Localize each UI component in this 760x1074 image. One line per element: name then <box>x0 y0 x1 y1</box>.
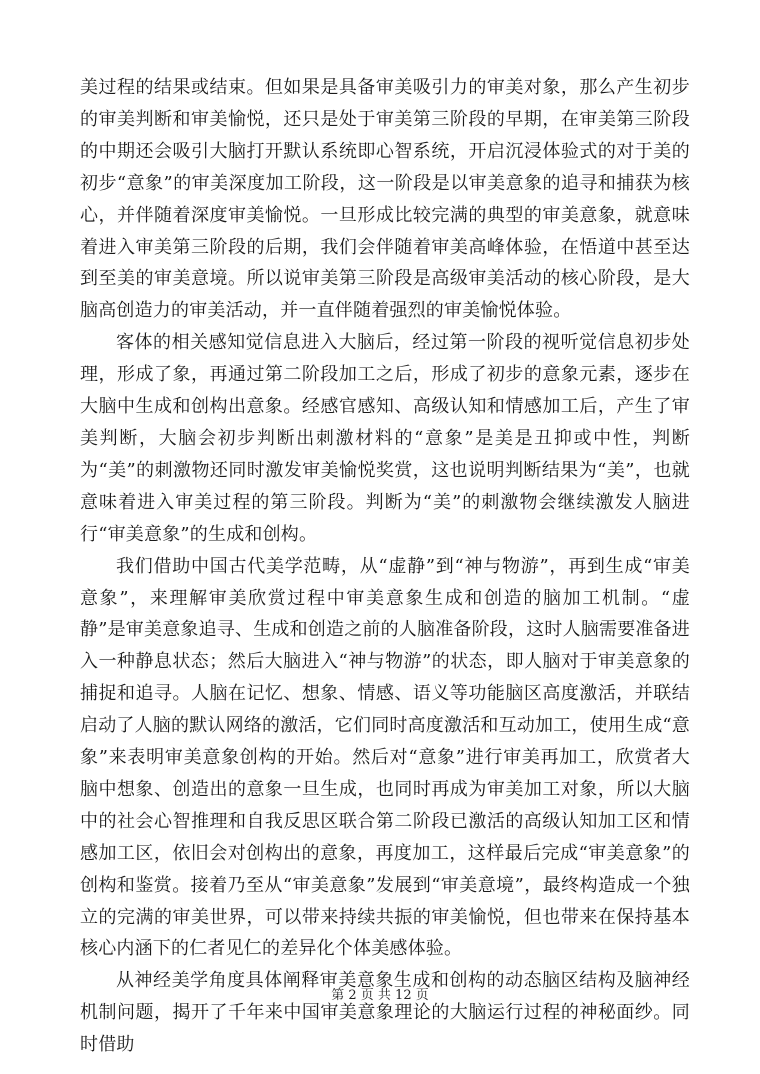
page-footer <box>0 987 760 1005</box>
paragraph-4: 从神经美学角度具体阐释审美意象生成和创构的动态脑区结构及脑神经机制问题，揭开了千年来中国审美意象理论的大脑运行过程的神秘面纱。同时借助 <box>80 970 690 1056</box>
paragraph-3: 我们借助中国古代美学范畴，从“虚静”到“神与物游”，再到生成“审美意象”，来理解审美欣赏过程中审美意象生成和创造的脑加工机制。“虚静”是审美意象追寻、生成和创造之前的人脑准备阶段，这时人脑需要准备进入一种静息状态；然后大脑进入“神与物游”的状态，即人脑对于审美意象的捕捉和追寻。人脑在记忆、想象、情感、语义等功能脑区高度激活，并联结启动了人脑的默认网络的激活，它们同时高度激活和互动加工，使用生成“意象”来表明审美意象创构的开始。然后对“意象”进行审美再加工，欣赏者大脑中想象、创造出的意象一旦生成，也同时再成为审美加工对象，所以大脑中的社会心智推理和自我反思区联合第二阶段已激活的高级认知加工区和情感加工区，依旧会对创构出的意象，再度加工，这样最后完成“审美意象”的创构和鉴赏。接着乃至从“审美意象”发展到“审美意境”，最终构造成一个独立的完满的审美世界，可以带来持续共振的审美愉悦，但也带来在保持基本核心内涵下的仁者见仁的差异化个体美感体验。 <box>80 555 690 960</box>
paragraph-2: 客体的相关感知觉信息进入大脑后，经过第一阶段的视听觉信息初步处理，形成了象，再通过第二阶段加工之后，形成了初步的意象元素，逐步在大脑中生成和创构出意象。经感官感知、高级认知和情感加工后，产生了审美判断，大脑会初步判断出刺激材料的“意象”是美是丑抑或中性，判断为“美”的刺激物还同时激发审美愉悦奖赏，这也说明判断结果为“美”，也就意味着进入审美过程的第三阶段。判断为“美”的刺激物会继续激发人脑进行“审美意象”的生成和创构。 <box>80 332 690 545</box>
paragraph-1: 美过程的结果或结束。但如果是具备审美吸引力的审美对象，那么产生初步的审美判断和审美愉悦，还只是处于审美第三阶段的早期，在审美第三阶段的中期还会吸引大脑打开默认系统即心智系统，开启沉浸体验式的对于美的初步“意象”的审美深度加工阶段，这一阶段是以审美意象的追寻和捕获为核心，并伴随着深度审美愉悦。一旦形成比较完满的典型的审美意象，就意味着进入审美第三阶段的后期，我们会伴随着审美高峰体验，在悟道中甚至达到至美的审美意境。所以说审美第三阶段是高级审美活动的核心阶段，是大脑高创造力的审美活动，并一直伴随着强烈的审美愉悦体验。 <box>80 77 690 322</box>
page-number: 第 2 页 共 12 页 <box>331 988 429 1003</box>
body-text <box>80 72 690 1061</box>
